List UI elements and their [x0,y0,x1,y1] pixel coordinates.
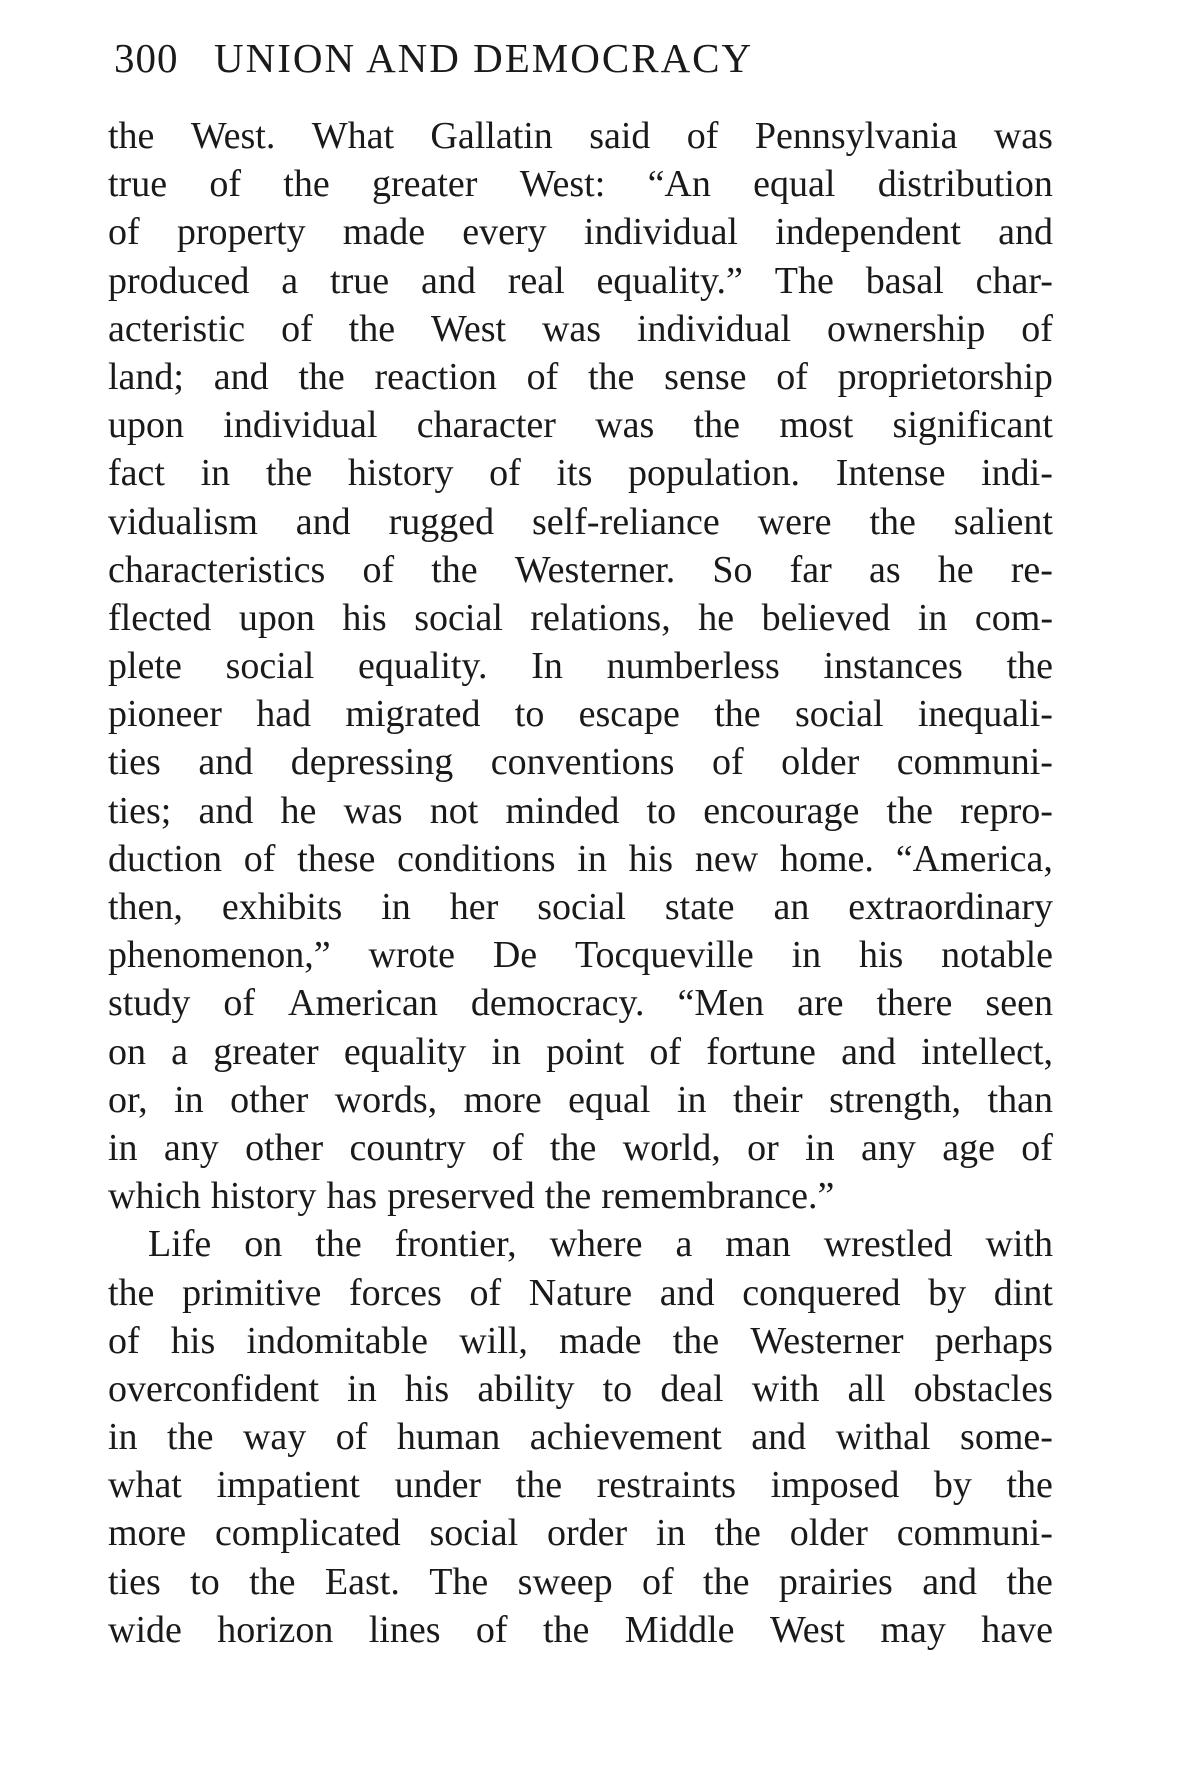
text-line: or, in other words, more equal in their strength, than [108,1078,1053,1121]
text-line: flected upon his social relations, he believed in com- [108,596,1053,639]
text-line: ties; and he was not minded to encourage the repro- [108,789,1053,832]
text-line: duction of these conditions in his new home. “America, [108,837,1053,880]
running-title: UNION AND DEMOCRACY [214,35,754,81]
text-line: of his indomitable will, made the Westerner perhaps [108,1319,1053,1362]
text-line: ties to the East. The sweep of the prairies and the [108,1560,1053,1603]
text-line: on a greater equality in point of fortune and intellect, [108,1030,1053,1073]
text-line: vidualism and rugged self-reliance were the salient [108,500,1053,543]
text-line: study of American democracy. “Men are there seen [108,982,1053,1025]
text-line: fact in the history of its population. Intense indi- [108,452,1053,495]
text-line: plete social equality. In numberless instances the [108,645,1053,688]
text-line: land; and the reaction of the sense of proprietorship [108,355,1053,398]
running-header [114,30,1064,86]
text-line: characteristics of the Westerner. So far as he re- [108,548,1053,591]
text-line: phenomenon,” wrote De Tocqueville in his notable [108,934,1053,977]
text-line: in any other country of the world, or in any age of [108,1126,1053,1169]
text-line: more complicated social order in the older communi- [108,1512,1053,1555]
text-line: the primitive forces of Nature and conquered by dint [108,1271,1053,1314]
text-line: upon individual character was the most significant [108,404,1053,447]
text-line: produced a true and real equality.” The basal char- [108,259,1053,302]
body-text [108,112,1053,1654]
text-line: pioneer had migrated to escape the social inequali- [108,693,1053,736]
text-line: which history has preserved the remembrance.” [108,1175,835,1218]
text-line: overconfident in his ability to deal with all obstacles [108,1367,1053,1410]
text-line: ties and depressing conventions of older communi- [108,741,1053,784]
text-line: wide horizon lines of the Middle West may have [108,1608,1053,1651]
text-line: in the way of human achievement and withal some- [108,1416,1053,1459]
text-line: the West. What Gallatin said of Pennsylvania was [108,115,1053,157]
text-line: true of the greater West: “An equal distribution [108,163,1053,206]
text-line: then, exhibits in her social state an extraordinary [108,886,1053,928]
text-line: acteristic of the West was individual ownership of [108,307,1053,350]
text-line: Life on the frontier, where a man wrestled with [148,1223,1053,1266]
page-number: 300 [114,35,179,81]
text-line: of property made every individual independent and [108,211,1053,254]
text-line: what impatient under the restraints imposed by the [108,1464,1053,1507]
